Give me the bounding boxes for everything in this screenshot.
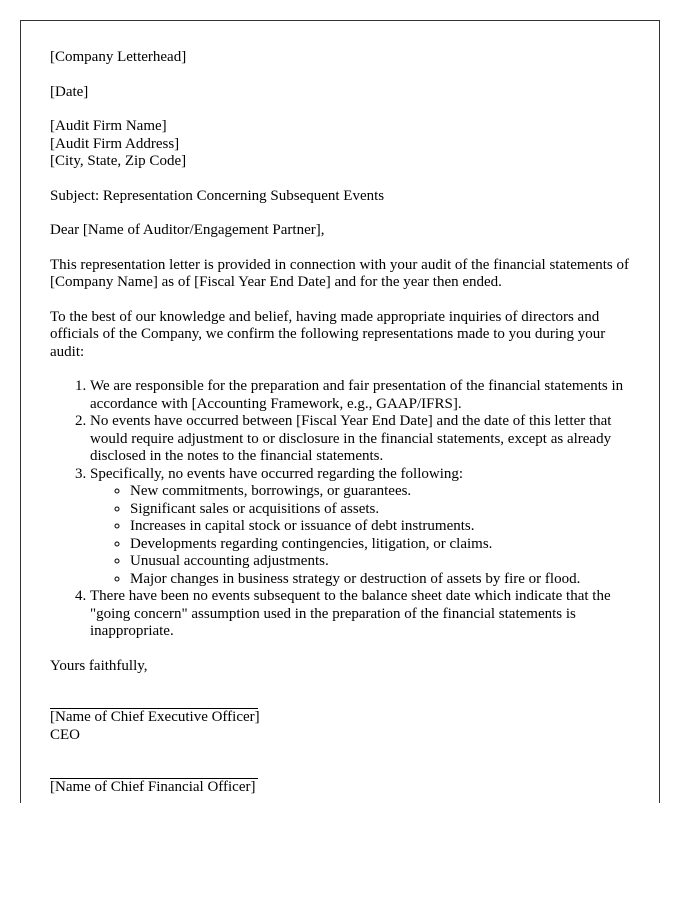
ceo-title: CEO — [50, 726, 80, 743]
salutation: Dear [Name of Auditor/Engagement Partner], — [50, 222, 325, 238]
ceo-signature-block — [50, 691, 640, 744]
representation-text: Specifically, no events have occurred regarding the following: — [90, 465, 464, 482]
subsequent-event-item: ◦ Increases in capital stock or issuance of debt instruments. — [130, 518, 640, 536]
ceo-signature-line — [50, 691, 258, 709]
subsequent-event-item: ◦ Unusual accounting adjustments. — [130, 553, 640, 571]
cfo-name: [Name of Chief Financial Officer] — [50, 779, 256, 795]
subsequent-events-list — [90, 483, 640, 588]
audit-firm-name: [Audit Firm Name] — [50, 118, 167, 134]
letter-content — [50, 49, 640, 797]
representation-text: We are responsible for the preparation and fair presentation of the financial statements in accordance with [Accounting Framework, e.g., GAAP/IFRS]. — [90, 378, 624, 412]
company-letterhead: [Company Letterhead] — [50, 49, 187, 65]
subject-line: Subject: Representation Concerning Subsequent Events — [50, 187, 385, 204]
representation-item — [90, 378, 640, 413]
audit-firm-address: [Audit Firm Address] — [50, 135, 180, 152]
representation-item — [90, 588, 640, 641]
ceo-name: [Name of Chief Executive Officer] — [50, 709, 260, 725]
cfo-signature-block — [50, 761, 640, 797]
recipient-address-block — [50, 118, 640, 171]
representation-item — [90, 466, 640, 589]
representation-text: There have been no events subsequent to the balance sheet date which indicate that the "going concern" assumption used in the preparation of the financial statements is inappropriate. — [90, 588, 611, 639]
subsequent-event-item: ◦ Major changes in business strategy or destruction of assets by fire or flood. — [130, 571, 640, 589]
confirmation-paragraph: To the best of our knowledge and belief, having made appropriate inquiries of directors and officials of the Company, we confirm the following representations made to you during your audit: — [50, 308, 606, 360]
audit-firm-city-state-zip: [City, State, Zip Code] — [50, 153, 187, 169]
letter-date: [Date] — [50, 83, 89, 100]
letter-page — [20, 20, 660, 803]
subsequent-event-item: ◦ New commitments, borrowings, or guarantees. — [130, 483, 640, 501]
subsequent-event-item: ◦ Developments regarding contingencies, litigation, or claims. — [130, 536, 640, 554]
subsequent-event-item: ◦ Significant sales or acquisitions of assets. — [130, 501, 640, 519]
representations-list — [50, 378, 640, 641]
cfo-signature-line — [50, 761, 258, 779]
representation-text: No events have occurred between [Fiscal Year End Date] and the date of this letter that would require adjustment to or disclosure in the financial statements, except as already disclosed in the notes to the financial statements. — [90, 413, 612, 464]
representation-item — [90, 413, 640, 466]
intro-paragraph: This representation letter is provided in connection with your audit of the financial statements of [Company Name] as of [Fiscal Year End Date] and for the year then ended. — [50, 256, 630, 290]
closing: Yours faithfully, — [50, 657, 148, 674]
